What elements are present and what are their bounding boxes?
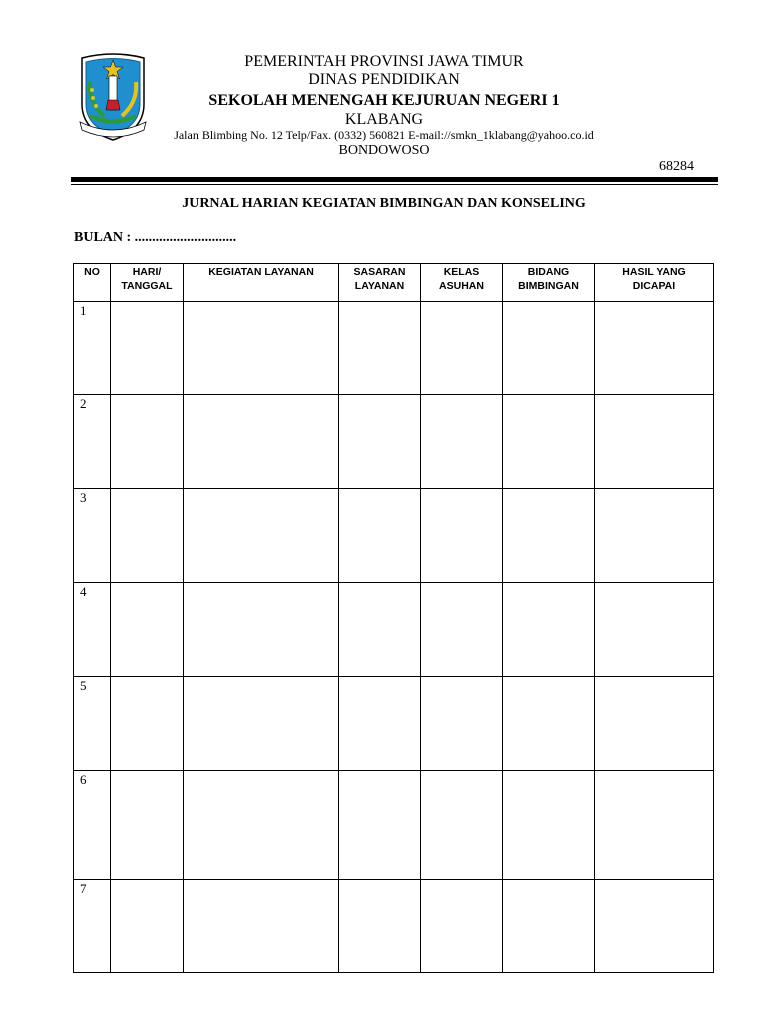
table-cell[interactable] [111,302,184,395]
header-address: Jalan Blimbing No. 12 Telp/Fax. (0332) 560821 E-mail://smkn_1klabang@yahoo.co.id [174,128,594,142]
table-cell[interactable] [184,677,339,771]
table-cell[interactable] [503,880,595,973]
column-header [503,264,595,302]
column-header [111,264,184,302]
table-cell[interactable] [595,302,714,395]
table-cell[interactable] [111,489,184,583]
row-number: 7 [74,880,111,973]
column-header [421,264,503,302]
table-cell[interactable] [111,771,184,880]
table-row [74,302,714,395]
table-cell[interactable] [421,880,503,973]
document-title: JURNAL HARIAN KEGIATAN BIMBINGAN DAN KONSELING [182,196,586,211]
table-cell[interactable] [421,677,503,771]
column-header-line: SASARAN [353,266,406,278]
table-cell[interactable] [184,880,339,973]
table-cell[interactable] [595,395,714,489]
table-cell[interactable] [339,395,421,489]
column-header-line: NO [84,266,100,278]
table-cell[interactable] [421,302,503,395]
table-cell[interactable] [503,302,595,395]
column-header [74,264,111,302]
column-header-line: KEGIATAN LAYANAN [208,266,314,278]
header-school-name: SEKOLAH MENENGAH KEJURUAN NEGERI 1 [208,92,560,109]
column-header-line: ASUHAN [439,280,484,292]
table-cell[interactable] [184,395,339,489]
column-header-line: TANGGAL [121,280,173,292]
row-number: 3 [74,489,111,583]
row-number: 1 [74,302,111,395]
table-cell[interactable] [184,302,339,395]
column-header-line: BIDANG [527,266,570,278]
header-department: DINAS PENDIDIKAN [308,71,460,88]
table-cell[interactable] [339,583,421,677]
table-cell[interactable] [595,880,714,973]
postal-code: 68284 [659,159,694,174]
row-number: 6 [74,771,111,880]
table-cell[interactable] [339,489,421,583]
table-cell[interactable] [339,677,421,771]
table-cell[interactable] [503,489,595,583]
header-location: KLABANG [344,111,424,128]
table-cell[interactable] [503,395,595,489]
table-cell[interactable] [184,583,339,677]
column-header-line: BIMBINGAN [518,280,579,292]
table-cell[interactable] [184,489,339,583]
table-header-row [74,264,714,302]
table-cell[interactable] [503,583,595,677]
table-row [74,880,714,973]
header-divider-thick [71,177,718,182]
table-cell[interactable] [111,880,184,973]
month-field-label: BULAN : ............................. [74,230,237,245]
table-cell[interactable] [421,771,503,880]
table-row [74,489,714,583]
header-city: BONDOWOSO [338,143,430,158]
table-cell[interactable] [421,395,503,489]
column-header-line: HARI/ [132,266,162,278]
column-header-line: KELAS [443,266,480,278]
table-cell[interactable] [339,302,421,395]
table-cell[interactable] [421,489,503,583]
table-cell[interactable] [595,677,714,771]
table-cell[interactable] [111,583,184,677]
table-cell[interactable] [339,771,421,880]
table-cell[interactable] [503,677,595,771]
table-row [74,395,714,489]
journal-table [73,263,714,973]
table-body [74,302,714,973]
column-header-line: DICAPAI [632,280,676,292]
table-row [74,583,714,677]
table-cell[interactable] [111,395,184,489]
column-header [339,264,421,302]
table-row [74,677,714,771]
table-cell[interactable] [111,677,184,771]
row-number: 5 [74,677,111,771]
table-cell[interactable] [184,771,339,880]
column-header-line: HASIL YANG [622,266,686,278]
table-cell[interactable] [421,583,503,677]
table-cell[interactable] [595,489,714,583]
table-cell[interactable] [339,880,421,973]
table-row [74,771,714,880]
table-cell[interactable] [503,771,595,880]
header-divider-thin [71,184,718,185]
column-header [184,264,339,302]
column-header-line: LAYANAN [354,280,405,292]
header-government: PEMERINTAH PROVINSI JAWA TIMUR [244,53,524,70]
row-number: 2 [74,395,111,489]
column-header [595,264,714,302]
row-number: 4 [74,583,111,677]
table-cell[interactable] [595,771,714,880]
table-cell[interactable] [595,583,714,677]
